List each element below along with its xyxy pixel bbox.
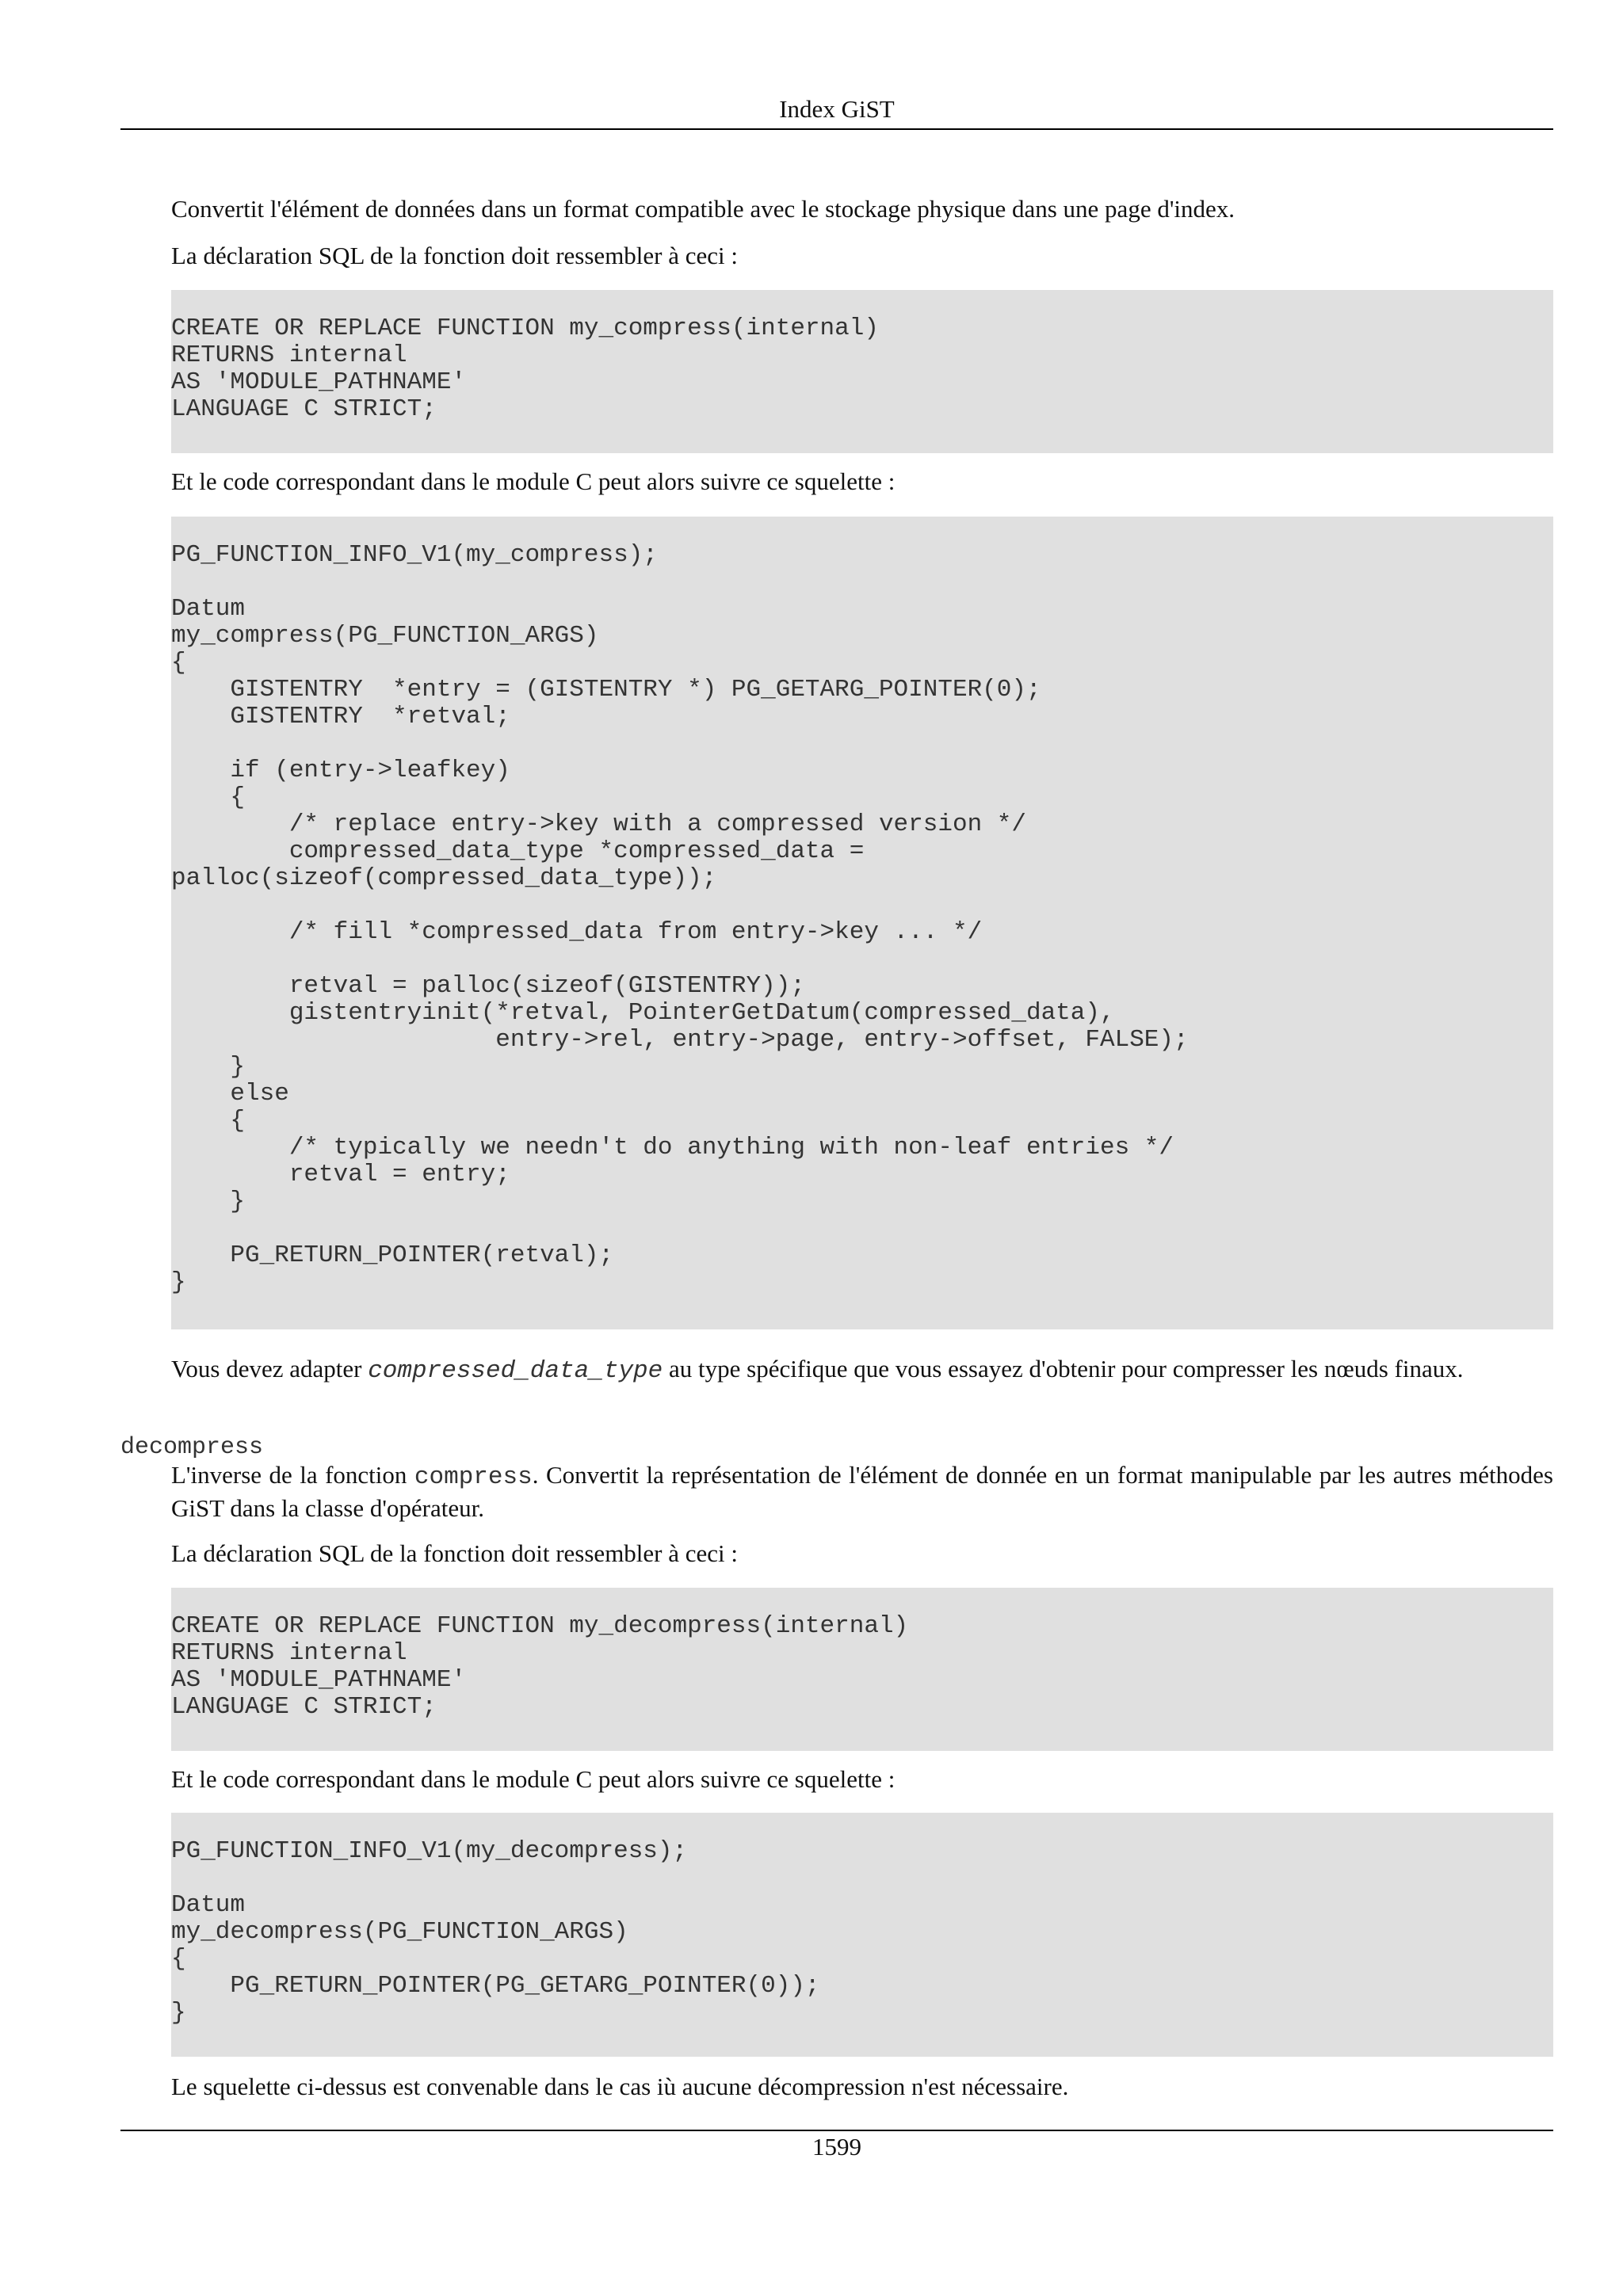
adapt-note-before: Vous devez adapter (171, 1355, 369, 1383)
compress-adapt-note (171, 1353, 1553, 1386)
compress-intro: Convertit l'élément de données dans un format compatible avec le stockage physique dans une page d'index. (171, 195, 1235, 223)
decompress-sql-intro: La déclaration SQL de la fonction doit ressembler à ceci : (171, 1539, 739, 1567)
decompress-desc-before: L'inverse de la fonction (171, 1461, 414, 1489)
adapt-note-after: au type spécifique que vous essayez d'obtenir pour compresser les nœuds finaux. (663, 1355, 1464, 1383)
header-rule (120, 128, 1553, 130)
compress-c-code-block: PG_FUNCTION_INFO_V1(my_compress); Datum my_compress(PG_FUNCTION_ARGS) { GISTENTRY *entry = (GISTENTRY *) PG_GETARG_POINTER(0); GISTENTRY *retval; if (entry->leafkey) { /* replace entry->key with a compressed version */ compressed_data_type *compressed_data = palloc(sizeof(compressed_data_type)); /* fill *compressed_data from entry->key ... */ retval = palloc(sizeof(GISTENTRY)); gistentryinit(*retval, PointerGetDatum(compressed_data), entry->rel, entry->page, entry->offset, FALSE); } else { /* typically we needn't do anything with non-leaf entries */ retval = entry; } PG_RETURN_POINTER(retval); } (171, 517, 1553, 1329)
decompress-description (171, 1459, 1553, 1524)
decompress-c-code-block: PG_FUNCTION_INFO_V1(my_decompress); Datum my_decompress(PG_FUNCTION_ARGS) { PG_RETURN_POINTER(PG_GETARG_POINTER(0)); } (171, 1813, 1553, 2057)
page-number: 1599 (812, 2133, 861, 2161)
decompress-term: decompress (120, 1434, 264, 1461)
decompress-desc-code: compress (414, 1463, 533, 1491)
decompress-c-intro: Et le code correspondant dans le module C peut alors suivre ce squelette : (171, 1765, 896, 1793)
decompress-desc-after: . Convertit la représentation de l'élément de donnée en un format manipulable par les autres méthodes GiST dans la classe d'opérateur. (171, 1461, 1553, 1522)
compress-sql-intro: La déclaration SQL de la fonction doit ressembler à ceci : (171, 242, 739, 269)
decompress-sql-code-block: CREATE OR REPLACE FUNCTION my_decompress(internal) RETURNS internal AS 'MODULE_PATHNAME' LANGUAGE C STRICT; (171, 1588, 1553, 1751)
decompress-closing: Le squelette ci-dessus est convenable dans le cas iù aucune décompression n'est nécessaire. (171, 2073, 1069, 2100)
page-header: Index GiST (779, 95, 895, 123)
adapt-note-type: compressed_data_type (368, 1357, 663, 1385)
compress-c-intro: Et le code correspondant dans le module C peut alors suivre ce squelette : (171, 467, 896, 495)
compress-sql-code-block: CREATE OR REPLACE FUNCTION my_compress(internal) RETURNS internal AS 'MODULE_PATHNAME' LANGUAGE C STRICT; (171, 290, 1553, 453)
